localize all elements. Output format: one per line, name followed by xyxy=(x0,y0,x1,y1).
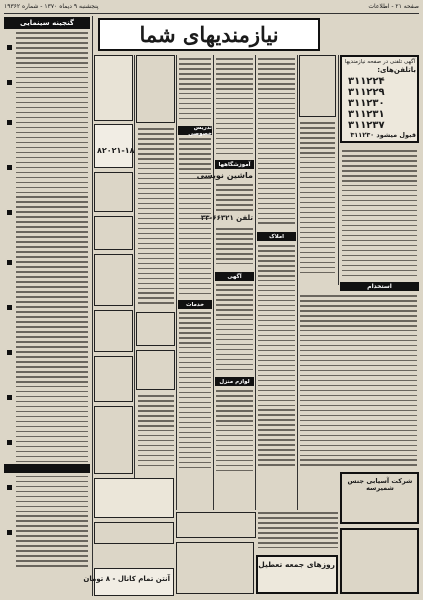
col-rule-7 xyxy=(338,55,339,285)
phone-number-3: ۳۱۱۲۳۰ xyxy=(348,98,385,109)
page-header xyxy=(4,3,419,12)
ad-col3-c xyxy=(136,350,175,390)
ad-box-9 xyxy=(94,478,174,518)
header-rule xyxy=(4,13,419,14)
col-rule-4 xyxy=(213,55,214,510)
col7-text xyxy=(300,122,335,277)
ad-right-bottom xyxy=(340,528,419,594)
col4-text-1 xyxy=(179,58,211,123)
bullet-square xyxy=(7,350,12,355)
phone-number-2: ۳۱۱۲۲۹ xyxy=(348,87,385,98)
title-ads xyxy=(215,272,254,281)
section-banner xyxy=(98,18,320,51)
friday-closed-text: روزهای جمعه تعطیل xyxy=(258,560,335,569)
ad-box-antenna xyxy=(83,568,174,596)
left-subtitle-bar xyxy=(4,464,90,473)
phone-number-4: ۳۱۱۲۳۱ xyxy=(348,109,385,120)
title-employment-text: استخدام xyxy=(367,283,392,290)
ad-col3-b xyxy=(136,312,175,346)
col6-text-1 xyxy=(258,58,295,228)
banner-title: نیازمندیهای شما xyxy=(139,22,279,47)
phone-box-lead: باتلفن‌های: xyxy=(377,66,416,74)
bullet-square xyxy=(7,45,12,50)
phone-callout: تلفن ۶۶۳۲۱-۳۳ xyxy=(200,214,253,222)
bullet-square xyxy=(7,210,12,215)
ad-col7-a xyxy=(299,55,336,117)
title-realestate-text: املاک xyxy=(268,233,285,240)
ad-box-8 xyxy=(94,406,133,474)
left-column-title xyxy=(4,17,90,29)
col5-text-3 xyxy=(216,228,253,268)
col-rule-2 xyxy=(134,55,135,510)
header-right: پنجشنبه ۹ دیماه ۱۳۷۰ - شماره ۱۹۳۶۲ xyxy=(4,3,99,10)
phone-box-footer: قبول میشود ۳۱۱۲۳۰ xyxy=(350,131,416,139)
bullet-square xyxy=(7,165,12,170)
col3-text-2 xyxy=(138,395,174,473)
ad-bottom-mid-b xyxy=(176,542,254,594)
col-rule-3 xyxy=(176,55,177,510)
phone-box-intro: آگهی تلفنی در صفحه نیازمندیها xyxy=(344,59,416,65)
ad-box-3 xyxy=(94,172,133,212)
left-column-text xyxy=(16,32,88,572)
antenna-ad-text: آنتن تمام کانال - ۸ تومان xyxy=(83,575,170,583)
right-text-1 xyxy=(342,150,417,280)
title-typing-text: آموزشگاهها xyxy=(218,161,251,168)
col5-text-4 xyxy=(216,284,253,374)
col-rule-5 xyxy=(255,55,256,510)
col3-text xyxy=(138,128,174,308)
ad-box-logo xyxy=(94,55,133,121)
ad-box-4 xyxy=(94,216,133,250)
title-services xyxy=(178,300,212,309)
col5-text-5 xyxy=(216,390,253,475)
bullet-square xyxy=(7,80,12,85)
col5-text-2 xyxy=(216,184,253,214)
bottom-text xyxy=(258,512,338,552)
col-rule-1 xyxy=(92,16,93,596)
typing-heading: ماشین نویسی xyxy=(196,171,253,180)
bullet-square xyxy=(7,395,12,400)
title-tutoring-text: تدریس خصوصی xyxy=(188,124,212,137)
ad-box-phone xyxy=(94,124,133,168)
title-typing xyxy=(215,160,254,169)
col5-text-1 xyxy=(216,58,253,158)
title-ads-text: آگهی xyxy=(227,273,242,280)
company-ad-text: شرکت آسیابی جنس شمیرسه xyxy=(347,477,413,492)
ad-col3-a xyxy=(136,55,175,123)
title-employment xyxy=(340,282,419,291)
right-text-2 xyxy=(300,295,417,470)
title-realestate xyxy=(257,232,296,241)
title-services-text: خدمات xyxy=(185,301,205,308)
bullet-square xyxy=(7,440,12,445)
left-column-title-text: گنجینه سینمایی xyxy=(20,19,75,27)
ad-right-company xyxy=(340,472,419,524)
ad-bottom-mid-a xyxy=(176,512,256,538)
bullet-square xyxy=(7,485,12,490)
col6-text-2 xyxy=(258,245,295,470)
ad-phone-number: ۸۲۰۲۱-۱۸ xyxy=(97,146,135,155)
title-household xyxy=(215,377,254,386)
title-household-text: لوازم منزل xyxy=(219,378,250,385)
bullet-square xyxy=(7,305,12,310)
ad-friday-closed xyxy=(256,555,338,594)
col4-text-3 xyxy=(179,312,211,472)
bullet-square xyxy=(7,260,12,265)
ad-phone-box xyxy=(340,55,419,143)
phone-number-1: ۳۱۱۲۲۴ xyxy=(348,76,385,87)
header-left: صفحه ۲۱ - اطلاعات xyxy=(368,3,419,10)
ad-box-5 xyxy=(94,254,133,306)
ad-box-7 xyxy=(94,356,133,402)
ad-box-10 xyxy=(94,522,174,544)
title-tutoring xyxy=(178,126,212,135)
bullet-square xyxy=(7,120,12,125)
col-rule-6 xyxy=(297,55,298,510)
bullet-square xyxy=(7,530,12,535)
phone-number-5: ۳۱۱۲۳۷ xyxy=(348,120,385,131)
ad-box-6 xyxy=(94,310,133,352)
